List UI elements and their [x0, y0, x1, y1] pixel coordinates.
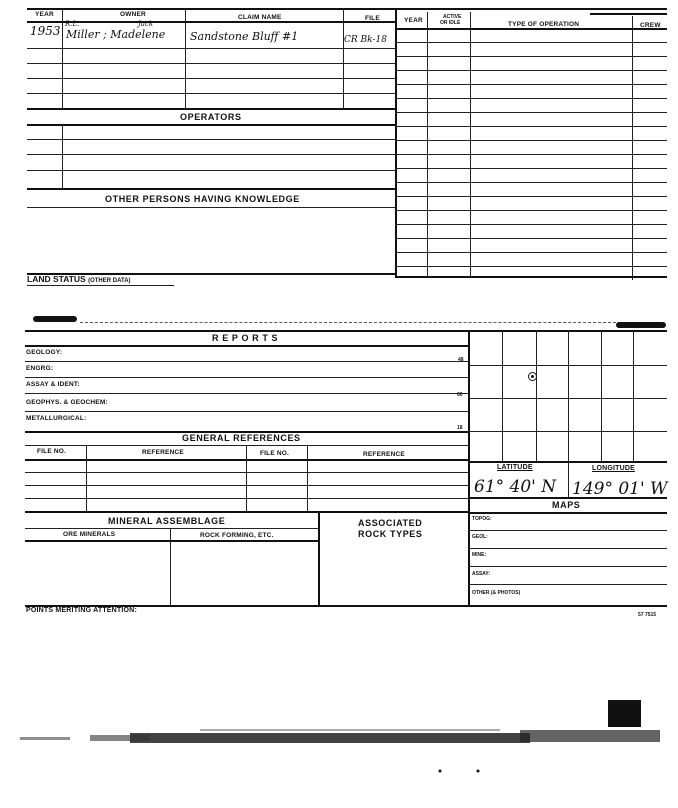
row-line [27, 48, 395, 49]
header-file: FILE [365, 15, 380, 22]
report-metallurgical: METALLURGICAL: [26, 415, 87, 422]
general-col-divider [246, 445, 247, 511]
latitude-value: 61° 40' N [474, 477, 557, 497]
header-crew: CREW [640, 22, 661, 29]
header-year: YEAR [35, 11, 54, 18]
land-status-underline [27, 285, 174, 286]
row-line [27, 108, 395, 110]
general-file-no-1: FILE NO. [37, 448, 67, 455]
maps-underline [468, 512, 667, 514]
right-bottom-line [395, 276, 667, 278]
maps-assay: ASSAY: [472, 571, 491, 577]
tear-line [80, 322, 616, 323]
right-row-line [395, 56, 667, 57]
general-col-divider [86, 445, 87, 511]
right-row-line [395, 168, 667, 169]
top-border [27, 8, 667, 10]
operators-divider [62, 124, 63, 188]
reports-heading: R E P O R T S [212, 333, 279, 343]
general-reference-1: REFERENCE [142, 449, 184, 456]
other-persons-heading: OTHER PERSONS HAVING KNOWLEDGE [105, 194, 300, 204]
other-persons-underline [27, 207, 395, 208]
maps-other: OTHER (& PHOTOS) [472, 590, 521, 596]
grid-h [468, 365, 667, 366]
header-year-2: YEAR [404, 17, 423, 24]
mineral-assemblage-heading: MINERAL ASSEMBLAGE [108, 516, 226, 526]
right-row-line [395, 126, 667, 127]
latlong-divider [568, 461, 569, 497]
reports-right-divider [468, 330, 470, 605]
general-col-divider [307, 445, 308, 511]
entry-owner-initials: R.L. [65, 20, 80, 28]
grid-v [502, 330, 503, 461]
right-row-line [395, 154, 667, 155]
operators-bottom [27, 188, 395, 190]
general-row [25, 472, 468, 473]
operators-row [27, 170, 395, 171]
associated-heading-2: ROCK TYPES [358, 529, 423, 539]
land-status-heading: LAND STATUS (OTHER DATA) [27, 274, 131, 284]
col-year2-divider [427, 12, 428, 276]
maps-heading: MAPS [552, 500, 581, 510]
entry-owner-top: Jack [138, 20, 154, 28]
smudge-left [33, 316, 77, 322]
right-row-line [395, 182, 667, 183]
row-line [27, 93, 395, 94]
mineral-divider [318, 511, 320, 605]
general-row [25, 485, 468, 486]
longitude-label: LONGITUDE [592, 465, 636, 472]
header-top-right-line [590, 13, 667, 15]
report-num-60: 60 [457, 392, 463, 398]
right-row-line [395, 70, 667, 71]
general-row [25, 498, 468, 499]
report-assay: ASSAY & IDENT: [26, 381, 80, 388]
right-row-line [395, 210, 667, 211]
points-heading: POINTS MERITING ATTENTION: [26, 607, 137, 614]
right-row-line [395, 196, 667, 197]
right-row-line [395, 140, 667, 141]
location-marker-icon [528, 372, 537, 381]
operators-underline [27, 124, 395, 126]
grid-v [633, 330, 634, 461]
maps-topog: TOPOG: [472, 516, 492, 522]
right-row-line [395, 98, 667, 99]
right-row-line [395, 112, 667, 113]
header-underline-right [395, 28, 667, 30]
grid-h [468, 398, 667, 399]
row-line [27, 63, 395, 64]
right-row-line [395, 238, 667, 239]
entry-file: CR Bk-18 [344, 35, 387, 45]
longitude-value: 149° 01' W [572, 479, 668, 499]
report-num-18: 18 [457, 425, 463, 431]
maps-row [468, 530, 667, 531]
latlong-bottom [468, 497, 667, 499]
form-code: 57 7515 [638, 612, 657, 618]
header-owner: OWNER [120, 11, 146, 18]
header-type-of-operation: TYPE OF OPERATION [508, 21, 580, 28]
col-year-divider [62, 8, 63, 110]
operators-row [27, 139, 395, 140]
right-row-line [395, 252, 667, 253]
mineral-header-line [25, 540, 318, 542]
rock-forming-label: ROCK FORMING, ETC. [200, 532, 274, 539]
general-references-heading: GENERAL REFERENCES [182, 433, 301, 443]
right-row-line [395, 84, 667, 85]
general-reference-2: REFERENCE [363, 451, 405, 458]
ore-minerals-label: ORE MINERALS [63, 531, 116, 538]
grid-v [536, 330, 537, 461]
header-or-idle: OR IDLE [440, 20, 461, 26]
report-row [25, 377, 468, 378]
report-num-48: 48 [458, 357, 464, 363]
header-claim-name: CLAIM NAME [238, 14, 282, 21]
report-geology: GEOLOGY: [26, 349, 63, 356]
right-row-line [395, 42, 667, 43]
right-row-line [395, 266, 667, 267]
report-row [25, 411, 468, 412]
col-active-divider [470, 12, 471, 276]
maps-geol: GEOL: [472, 534, 488, 540]
mineral-underline [25, 528, 318, 529]
maps-row [468, 548, 667, 549]
scan-noise-band [0, 715, 678, 775]
grid-v [568, 330, 569, 461]
report-engrg: ENGRG: [26, 365, 54, 372]
report-row [25, 393, 468, 394]
maps-mine: MINE: [472, 552, 487, 558]
maps-row [468, 584, 667, 585]
grid-h [468, 431, 667, 432]
report-geophys: GEOPHYS. & GEOCHEM: [26, 399, 108, 406]
grid-v [601, 330, 602, 461]
operators-heading: OPERATORS [180, 112, 242, 122]
associated-heading-1: ASSOCIATED [358, 518, 423, 528]
general-file-no-2: FILE NO. [260, 450, 290, 457]
latitude-label: LATITUDE [497, 464, 533, 471]
mineral-col-divider [170, 528, 171, 605]
maps-row [468, 566, 667, 567]
header-active: ACTIVE [443, 14, 462, 20]
report-row [25, 361, 468, 362]
col-claim-divider [343, 8, 344, 110]
col-file-divider [395, 8, 397, 276]
right-row-line [395, 224, 667, 225]
general-bottom [25, 511, 468, 513]
operators-row [27, 154, 395, 155]
smudge-right [616, 322, 666, 328]
entry-year: 1953 [30, 24, 61, 38]
entry-owner: Miller ; Madelene [66, 28, 166, 41]
entry-claim-name: Sandstone Bluff #1 [190, 30, 299, 43]
reports-underline [25, 345, 468, 347]
header-underline-left [27, 21, 395, 23]
reports-top-line [25, 330, 667, 332]
col-owner-divider [185, 8, 186, 110]
row-line [27, 78, 395, 79]
